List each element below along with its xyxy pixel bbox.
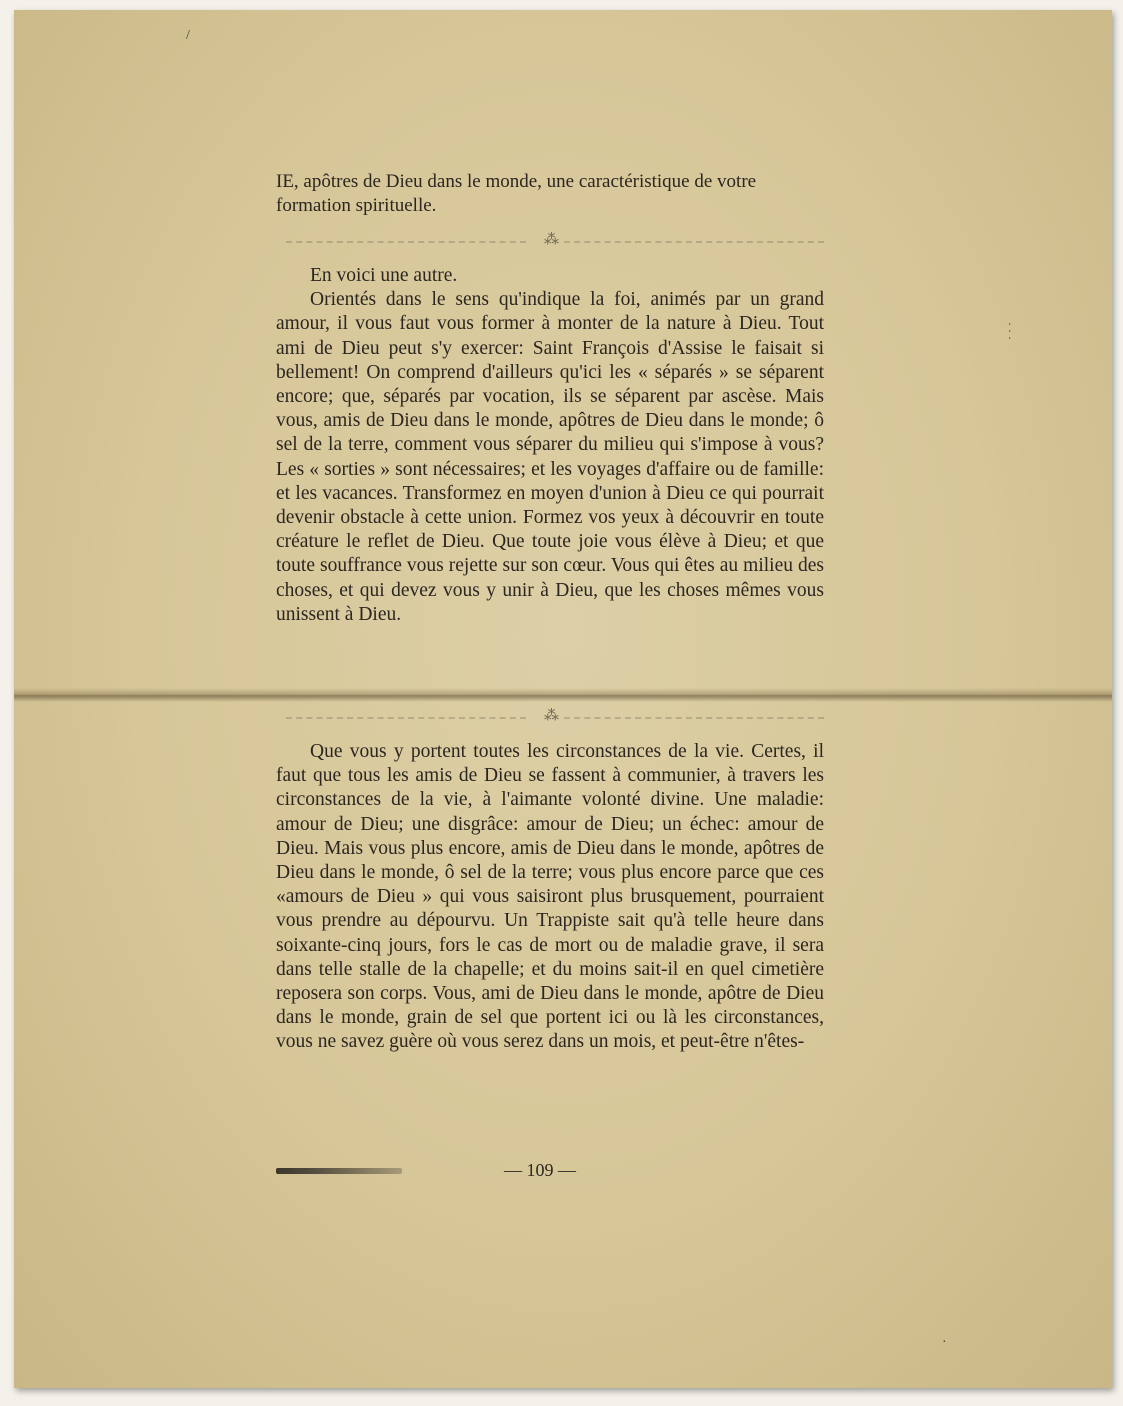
page-fold-crease [14, 688, 1112, 702]
separator-mark: ⁂ [544, 232, 559, 248]
ink-speck: · · · [1003, 322, 1017, 340]
ink-smudge [276, 1168, 402, 1174]
paper-sheet [14, 10, 1112, 1388]
page-footer [276, 1160, 824, 1188]
paragraph: En voici une autre. [310, 265, 458, 286]
page-number: — 109 — [504, 1160, 576, 1180]
text-block-2 [276, 740, 824, 1055]
ink-speck: / [186, 28, 190, 43]
paragraph: Que vous y portent toutes les circonstances de la vie. Certes, il faut que tous les amis de Dieu se fassent à communier, à travers les circonstances de la vie, à l'aimante volonté divine. Une maladie: amour de Dieu; une disgrâce: amour de Dieu; un échec: amour de Dieu. Mais vous plus encore, amis de Dieu dans le monde, apôtres de Dieu dans le monde, ô sel de la terre; vous plus encore parce que ces «amours de Dieu » qui vous saisiront plus brusquement, pourraient vous prendre au dépourvu. Un Trappiste sait qu'à telle heure dans soixante-cinq jours, fors le cas de mort ou de maladie grave, il sera dans telle stalle de la chapelle; et du moins sait-il en quel cimetière reposera son corps. Vous, ami de Dieu dans le monde, apôtre de Dieu dans le monde, grain de sel que portent ici ou là les circonstances, vous ne savez guère où vous serez dans un mois, et peut-être n'êtes- [276, 741, 824, 1053]
ink-speck: · [942, 1335, 947, 1350]
top-text: IE, apôtres de Dieu dans le monde, une caractéristique de votre formation spirituelle. [276, 171, 757, 216]
separator-rule-left [286, 717, 526, 719]
separator-rule-left [286, 241, 526, 243]
section-separator-2 [276, 708, 824, 728]
separator-rule-right [564, 717, 824, 719]
top-text-block [276, 170, 824, 218]
section-separator-1 [276, 232, 824, 252]
paragraph: Orientés dans le sens qu'indique la foi, animés par un grand amour, il vous faut vous former à monter de la nature à Dieu. Tout ami de Dieu peut s'y exercer: Saint François d'Assise le faisait si bellement! On comprend d'ailleurs qu'ici les « séparés » se séparent encore; que, séparés par vocation, ils se séparent par ascèse. Mais vous, amis de Dieu dans le monde, apôtres de Dieu dans le monde; ô sel de la terre, comment vous séparer du milieu qui s'impose à vous? Les « sorties » sont nécessaires; et les voyages d'affaire ou de famille: et les vacances. Transformez en moyen d'union à Dieu ce qui pourrait devenir obstacle à cette union. Formez vos yeux à découvrir en toute créature le reflet de Dieu. Que toute joie vous élève à Dieu; et que toute souffrance vous rejette sur son cœur. Vous qui êtes au milieu des choses, et qui devez vous y unir à Dieu, que les choses mêmes vous unissent à Dieu. [276, 289, 824, 625]
separator-rule-right [564, 241, 824, 243]
text-block-1 [276, 264, 824, 627]
separator-mark: ⁂ [544, 708, 559, 724]
